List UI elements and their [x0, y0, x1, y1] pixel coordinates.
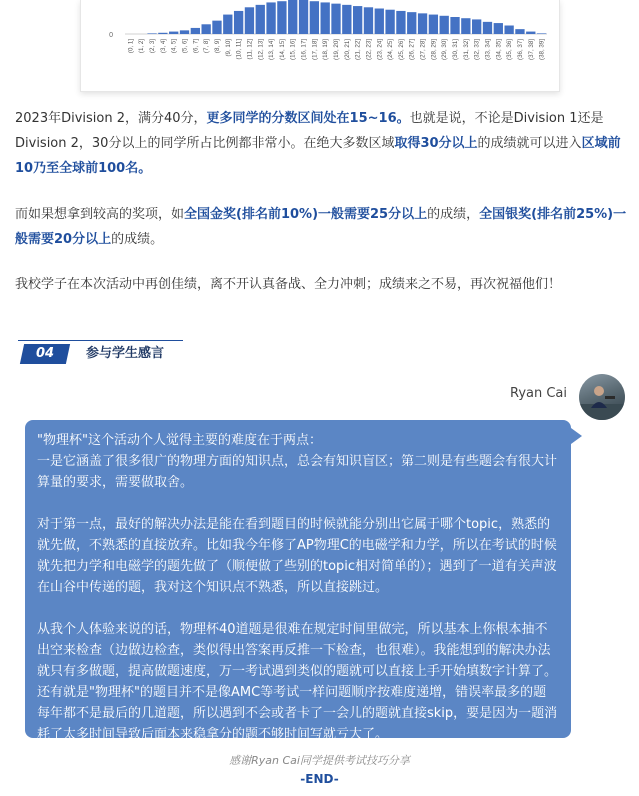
section-number: 04	[35, 346, 55, 361]
x-tick-label: (20, 21]	[343, 39, 351, 60]
x-tick-label: (23, 24]	[376, 39, 384, 60]
x-tick-label: (25, 26]	[397, 39, 405, 60]
x-tick-label: (7, 8]	[203, 39, 211, 54]
histogram-bar	[418, 13, 427, 34]
section-header	[18, 340, 198, 364]
x-tick-label: (34, 35]	[495, 39, 503, 60]
histogram-bar	[256, 5, 265, 34]
histogram-bar	[147, 33, 156, 34]
x-tick-label: (2, 3]	[149, 39, 157, 54]
quote-paragraph: "物理杯"这个活动个人觉得主要的难度在于两点： 一是它涵盖了很多很广的物理方面的知识点，总会有知识盲区；第二则是有些题会有很大计算量的要求，需要做取舍。	[37, 433, 558, 490]
histogram-bar	[537, 33, 546, 34]
y-tick-label: 0	[109, 32, 113, 39]
x-tick-label: (22, 23]	[365, 39, 373, 60]
x-tick-label: (0, 1]	[127, 39, 135, 54]
x-tick-label: (35, 36]	[506, 39, 514, 60]
x-tick-label: (30, 31]	[452, 39, 460, 60]
histogram-bar	[440, 16, 449, 34]
x-tick-label: (14, 15]	[278, 39, 286, 60]
histogram-bar	[483, 22, 492, 34]
author-name: Ryan Cai	[510, 386, 568, 401]
histogram-bar	[396, 11, 405, 34]
x-tick-label: (21, 22]	[354, 39, 362, 60]
histogram-bar	[494, 23, 503, 34]
x-tick-label: (18, 19]	[322, 39, 330, 60]
histogram-bar	[299, 0, 308, 34]
x-tick-label: (9, 10]	[224, 39, 232, 57]
histogram-bar	[515, 29, 524, 34]
text: 的成绩就可以进入	[477, 136, 582, 151]
x-tick-label: (11, 12]	[246, 39, 254, 60]
histogram-bar	[310, 1, 319, 34]
histogram-bar	[450, 17, 459, 34]
x-tick-label: (8, 9]	[213, 39, 221, 54]
text: 也就是说，不论是Division 1还是Division 2，30分以上的同学所占比例都非常小。在绝大多数区域	[15, 111, 604, 151]
histogram-bar	[385, 10, 394, 34]
x-tick-label: (15, 16]	[289, 39, 297, 60]
avatar	[579, 374, 625, 420]
section-divider	[18, 340, 183, 341]
x-tick-label: (31, 32]	[462, 39, 470, 60]
highlight-text: 取得30分以上	[394, 136, 478, 151]
paragraph-score-distribution	[15, 106, 627, 181]
person-icon	[579, 374, 625, 420]
histogram-bar	[461, 18, 470, 34]
x-tick-label: (24, 25]	[387, 39, 395, 60]
highlight-text: 区域前10乃至全球前100名。	[15, 136, 621, 176]
end-marker: -END-	[300, 772, 339, 786]
x-tick-label: (13, 14]	[268, 39, 276, 60]
x-tick-label: (32, 33]	[473, 39, 481, 60]
x-tick-label: (33, 34]	[484, 39, 492, 60]
histogram-bar	[407, 12, 416, 34]
section-number-badge	[20, 344, 70, 364]
quote-paragraph: 从我个人体验来说的话，物理杯40道题是很难在规定时间里做完，所以基本上你根本抽不出空来检查（边做边检查，类似得出答案再反推一下检查，也很难）。我能想到的解决办法就只有多做题，提高做题速度，万一考试遇到类似的题就可以直接上手开始填数字计算了。还有就是"物理杯"的题目并不是像AMC等考试一样问题顺序按难度递增，错误率最多的题每年都不是最后的几道题，所以遇到不会或者卡了一会儿的题就直接skip，要是因为一题消耗了太多时间导致后面本来稳拿分的题不够时间写就亏大了。	[37, 622, 558, 742]
x-tick-label: (10, 11]	[235, 39, 243, 60]
histogram-bar	[180, 30, 189, 34]
text: 而如果想拿到较高的奖项，如	[15, 207, 185, 222]
x-tick-label: (38, 39]	[538, 39, 546, 60]
histogram-bar	[429, 15, 438, 34]
x-tick-label: (27, 28]	[419, 39, 427, 60]
highlight-text: 全国银奖(排名前25%)一般需要20分以上	[15, 207, 627, 247]
x-tick-label: (29, 30]	[441, 39, 449, 60]
histogram-bar	[364, 7, 373, 34]
histogram-bar	[472, 19, 481, 34]
x-tick-label: (36, 37]	[516, 39, 524, 60]
paragraph-congrats: 我校学子在本次活动中再创佳绩，离不开认真备战、全力冲刺；成绩来之不易，再次祝福他们！	[15, 277, 562, 292]
paragraph-awards	[15, 202, 627, 252]
histogram-bar	[191, 28, 200, 34]
x-tick-label: (4, 5]	[170, 39, 178, 54]
image-caption: 感谢Ryan Cai同学提供考试技巧分享	[229, 754, 410, 767]
histogram-bar	[526, 32, 535, 34]
quote-bubble	[25, 420, 571, 742]
histogram-bar	[212, 21, 221, 34]
x-tick-label: (37, 38]	[527, 39, 535, 60]
histogram-bar	[375, 9, 384, 35]
histogram-bar	[158, 33, 167, 34]
x-tick-label: (16, 17]	[300, 39, 308, 60]
x-tick-label: (17, 18]	[311, 39, 319, 60]
x-tick-label: (3, 4]	[159, 39, 167, 54]
x-tick-label: (5, 6]	[181, 39, 189, 54]
highlight-text: 全国金奖(排名前10%)一般需要25分以上	[184, 207, 428, 222]
x-tick-label: (26, 27]	[408, 39, 416, 60]
histogram-bar	[353, 6, 362, 34]
histogram-bar	[342, 5, 351, 34]
histogram-svg	[81, 0, 561, 92]
histogram-bar	[288, 0, 297, 34]
histogram-bar	[169, 32, 178, 34]
histogram-bar	[266, 2, 275, 34]
x-tick-label: (28, 29]	[430, 39, 438, 60]
highlight-text: 更多同学的分数区间处在15~16。	[206, 111, 410, 126]
histogram-bar	[223, 15, 232, 34]
histogram-bar	[331, 4, 340, 34]
quote-paragraph: 对于第一点，最好的解决办法是能在看到题目的时候就能分别出它属于哪个topic，熟悉的就先做，不熟悉的直接放弃。比如我今年修了AP物理C的电磁学和力学，所以在考试的时候就先把力学和电磁学的题先做了（顺便做了些别的topic相对简单的）；遇到了一道有关声波在山谷中传递的题，我对这个知识点不熟悉，所以直接跳过。	[37, 517, 557, 595]
x-tick-label: (19, 20]	[333, 39, 340, 60]
text: 的成绩，	[427, 207, 480, 222]
histogram-chart	[80, 0, 560, 92]
histogram-bar	[504, 26, 513, 35]
histogram-bar	[245, 7, 254, 34]
histogram-bar	[202, 24, 211, 34]
x-tick-label: (6, 7]	[192, 39, 200, 54]
text: 2023年Division 2，满分40分，	[15, 111, 207, 126]
x-tick-label: (1, 2]	[138, 39, 146, 54]
histogram-bar	[321, 2, 330, 34]
x-tick-label: (12, 13]	[257, 39, 265, 60]
histogram-bar	[234, 11, 243, 34]
text: 的成绩。	[111, 232, 164, 247]
histogram-bar	[277, 1, 286, 34]
section-title: 参与学生感言	[86, 346, 165, 361]
